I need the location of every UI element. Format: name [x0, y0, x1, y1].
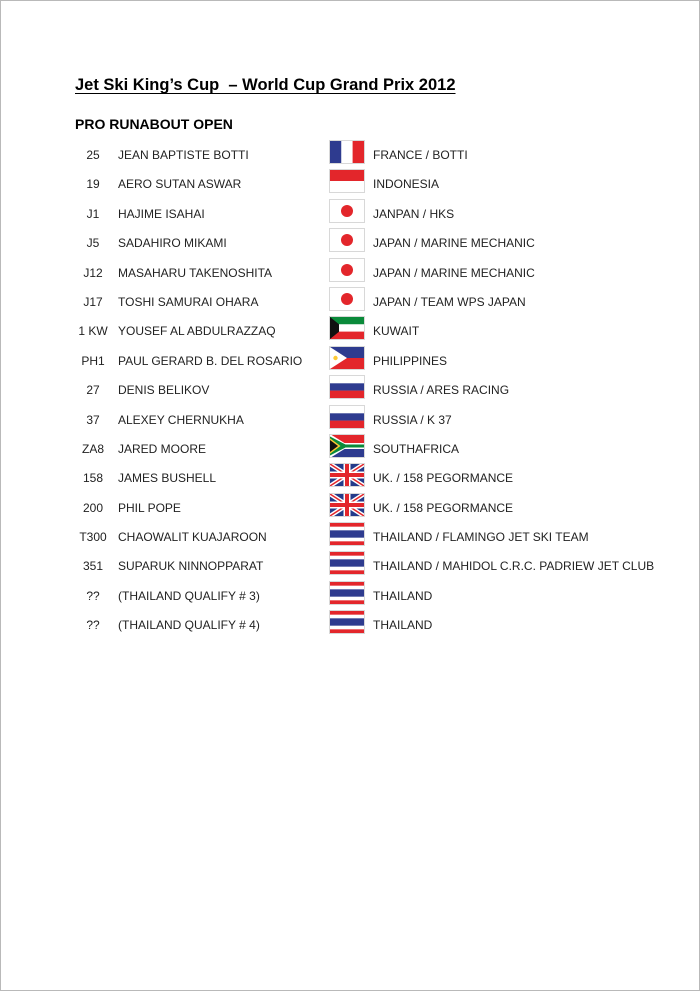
rider-name: DENIS BELIKOV — [118, 383, 210, 398]
entry-row — [1, 258, 699, 287]
entry-number: 25 — [86, 148, 100, 162]
japan-flag — [330, 259, 364, 281]
rider-name: JEAN BAPTISTE BOTTI — [118, 148, 249, 162]
entry-number: 19 — [86, 177, 100, 192]
team-name: JANPAN / HKS — [373, 206, 455, 221]
team-name: FRANCE / BOTTI — [373, 148, 468, 162]
entry-row — [1, 287, 699, 316]
rider-name: JARED MOORE — [118, 441, 207, 456]
entry-number: J5 — [86, 236, 100, 251]
indonesia-flag — [330, 170, 364, 192]
entry-row — [1, 463, 699, 492]
team-name: RUSSIA / K 37 — [373, 412, 452, 427]
entry-number: 1 KW — [78, 324, 108, 339]
south-africa-flag — [330, 435, 364, 457]
kuwait-flag — [330, 317, 364, 339]
entry-row — [1, 316, 699, 345]
team-name: KUWAIT — [373, 324, 420, 339]
entry-row — [1, 346, 699, 375]
entry-row — [1, 228, 699, 257]
team-name: UK. / 158 PEGORMANCE — [373, 471, 514, 486]
entry-list — [1, 140, 699, 640]
entry-row — [1, 375, 699, 404]
team-name: UK. / 158 PEGORMANCE — [373, 500, 514, 515]
uk-flag — [330, 464, 364, 486]
france-flag — [330, 141, 364, 163]
entry-number: ?? — [86, 588, 100, 603]
team-name: THAILAND — [373, 618, 433, 633]
entry-number: 158 — [82, 471, 104, 486]
rider-name: SADAHIRO MIKAMI — [118, 236, 227, 251]
entry-number: PH1 — [81, 353, 105, 368]
team-name: INDONESIA — [373, 177, 440, 192]
rider-name: SUPARUK NINNOPPARAT — [118, 559, 264, 574]
team-name: JAPAN / TEAM WPS JAPAN — [373, 294, 526, 309]
team-name: JAPAN / MARINE MECHANIC — [373, 265, 535, 280]
japan-flag — [330, 288, 364, 310]
team-name: JAPAN / MARINE MECHANIC — [373, 236, 535, 251]
entry-number: J17 — [83, 294, 103, 309]
rider-name: JAMES BUSHELL — [118, 471, 217, 486]
rider-name: HAJIME ISAHAI — [118, 206, 205, 221]
japan-flag — [330, 200, 364, 222]
rider-name: MASAHARU TAKENOSHITA — [118, 265, 273, 280]
rider-name: (THAILAND QUALIFY # 4) — [118, 618, 260, 633]
entry-number: J12 — [83, 265, 103, 280]
entry-number: ?? — [86, 618, 100, 633]
rider-name: TOSHI SAMURAI OHARA — [118, 294, 259, 309]
rider-name: AERO SUTAN ASWAR — [118, 177, 242, 192]
entry-row — [1, 405, 699, 434]
entry-row — [1, 434, 699, 463]
thailand-flag — [330, 552, 364, 574]
russia-flag — [330, 376, 364, 398]
entry-number: ZA8 — [81, 441, 104, 456]
team-name: PHILIPPINES — [373, 353, 448, 368]
japan-flag — [330, 229, 364, 251]
entry-row — [1, 493, 699, 522]
team-name: THAILAND / MAHIDOL C.R.C. PADRIEW JET CLUB — [373, 559, 655, 574]
thailand-flag — [330, 582, 364, 604]
rider-name: ALEXEY CHERNUKHA — [118, 412, 244, 427]
entry-row — [1, 551, 699, 580]
russia-flag — [330, 406, 364, 428]
entry-row — [1, 169, 699, 198]
rider-name: (THAILAND QUALIFY # 3) — [118, 588, 260, 603]
entry-row — [1, 140, 699, 169]
entry-number: 200 — [82, 500, 104, 515]
entry-number: 27 — [86, 383, 100, 398]
rider-name: CHAOWALIT KUAJAROON — [118, 530, 267, 545]
entry-number: 37 — [86, 412, 100, 427]
entry-row — [1, 610, 699, 639]
rider-name: PHIL POPE — [118, 500, 181, 515]
category-heading: PRO RUNABOUT OPEN — [75, 116, 233, 132]
entry-number: T300 — [79, 530, 107, 545]
team-name: THAILAND — [373, 588, 433, 603]
entry-number: J1 — [86, 206, 100, 221]
rider-name: PAUL GERARD B. DEL ROSARIO — [118, 353, 303, 368]
entry-row — [1, 581, 699, 610]
document-title: Jet Ski King’s Cup – World Cup Grand Prix 2012 — [75, 76, 456, 94]
team-name: THAILAND / FLAMINGO JET SKI TEAM — [373, 530, 589, 545]
entry-row — [1, 522, 699, 551]
team-name: RUSSIA / ARES RACING — [373, 383, 510, 398]
team-name: SOUTHAFRICA — [373, 441, 460, 456]
uk-flag — [330, 494, 364, 516]
philippines-flag — [330, 347, 364, 369]
thailand-flag — [330, 611, 364, 633]
thailand-flag — [330, 523, 364, 545]
entry-row — [1, 199, 699, 228]
rider-name: YOUSEF AL ABDULRAZZAQ — [118, 324, 276, 339]
entry-number: 351 — [82, 559, 104, 574]
